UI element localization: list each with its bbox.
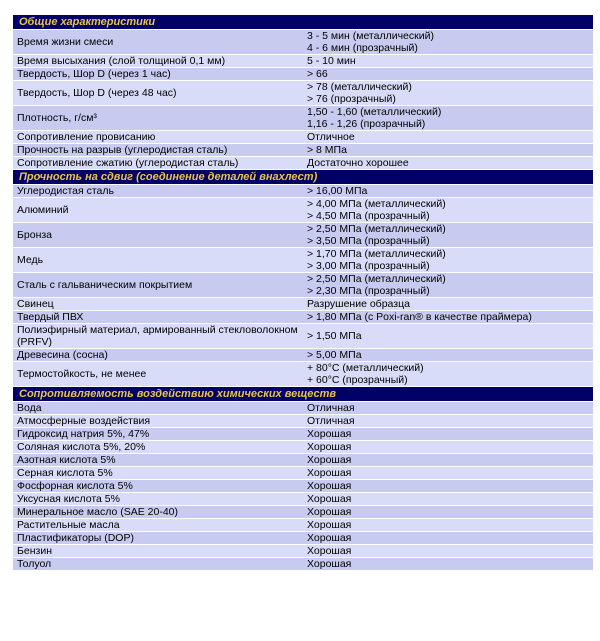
property-name: Плотность, г/см³: [13, 106, 303, 130]
property-name: Соляная кислота 5%, 20%: [13, 441, 303, 453]
property-value: [303, 415, 593, 427]
value-line: > 76 (прозрачный): [307, 93, 396, 105]
value-line: Хорошая: [307, 441, 352, 453]
property-value: [303, 68, 593, 80]
property-name: Термостойкость, не менее: [13, 362, 303, 386]
table-row: [13, 298, 593, 310]
property-name: Время высыхания (слой толщиной 0,1 мм): [13, 55, 303, 67]
value-line: Хорошая: [307, 519, 352, 531]
value-line: Хорошая: [307, 558, 352, 570]
property-value: [303, 480, 593, 492]
property-name: Азотная кислота 5%: [13, 454, 303, 466]
value-line: Разрушение образца: [307, 298, 410, 310]
table-row: [13, 480, 593, 492]
property-name: Сопротивление сжатию (углеродистая сталь): [13, 157, 303, 169]
spec-table-body: [13, 15, 593, 570]
property-name: Бронза: [13, 223, 303, 247]
property-name: Твердость, Шор D (через 48 час): [13, 81, 303, 105]
value-line: Достаточно хорошее: [307, 157, 409, 169]
table-row: [13, 30, 593, 54]
property-value: [303, 506, 593, 518]
table-row: [13, 558, 593, 570]
table-row: [13, 493, 593, 505]
section-header: [13, 170, 593, 184]
table-row: [13, 467, 593, 479]
property-name: Медь: [13, 248, 303, 272]
value-line: > 78 (металлический): [307, 81, 412, 93]
property-value: [303, 311, 593, 323]
value-line: > 2,50 МПа (металлический): [307, 223, 446, 235]
property-value: [303, 362, 593, 386]
value-line: > 2,30 МПа (прозрачный): [307, 285, 430, 297]
table-row: [13, 198, 593, 222]
value-line: > 2,50 МПа (металлический): [307, 273, 446, 285]
property-name: Прочность на разрыв (углеродистая сталь): [13, 144, 303, 156]
value-line: > 4,00 МПа (металлический): [307, 198, 446, 210]
section-header: [13, 387, 593, 401]
property-name: Пластификаторы (DOP): [13, 532, 303, 544]
property-value: [303, 558, 593, 570]
property-value: [303, 30, 593, 54]
table-row: [13, 157, 593, 169]
value-line: Хорошая: [307, 454, 352, 466]
table-row: [13, 441, 593, 453]
property-name: Твердость, Шор D (через 1 час): [13, 68, 303, 80]
value-line: Отличное: [307, 131, 355, 143]
property-name: Гидроксид натрия 5%, 47%: [13, 428, 303, 440]
table-row: [13, 131, 593, 143]
property-value: [303, 185, 593, 197]
value-line: > 3,00 МПа (прозрачный): [307, 260, 430, 272]
value-line: Хорошая: [307, 480, 352, 492]
table-row: [13, 415, 593, 427]
table-row: [13, 532, 593, 544]
property-name: Древесина (сосна): [13, 349, 303, 361]
table-row: [13, 185, 593, 197]
property-name: Вода: [13, 402, 303, 414]
property-value: [303, 223, 593, 247]
property-name: Сопротивление провисанию: [13, 131, 303, 143]
value-line: 5 - 10 мин: [307, 55, 356, 67]
property-name: Полиэфирный материал, армированный стекловолокном (PRFV): [13, 324, 303, 348]
value-line: > 8 МПа: [307, 144, 347, 156]
property-name: Время жизни смеси: [13, 30, 303, 54]
value-line: Хорошая: [307, 506, 352, 518]
property-name: Твердый ПВХ: [13, 311, 303, 323]
property-name: Толуол: [13, 558, 303, 570]
property-name: Серная кислота 5%: [13, 467, 303, 479]
property-value: [303, 131, 593, 143]
property-value: [303, 532, 593, 544]
table-row: [13, 106, 593, 130]
section-title: Прочность на сдвиг (соединение деталей внахлест): [13, 170, 593, 184]
property-value: [303, 198, 593, 222]
property-value: [303, 467, 593, 479]
value-line: Хорошая: [307, 545, 352, 557]
section-title: Сопротивляемость воздействию химических веществ: [13, 387, 593, 401]
section-header: [13, 15, 593, 29]
property-value: [303, 545, 593, 557]
property-name: Бензин: [13, 545, 303, 557]
section-title: Общие характеристики: [13, 15, 593, 29]
property-value: [303, 298, 593, 310]
property-value: [303, 454, 593, 466]
property-value: [303, 519, 593, 531]
property-value: [303, 106, 593, 130]
property-value: [303, 273, 593, 297]
property-value: [303, 402, 593, 414]
value-line: Хорошая: [307, 493, 352, 505]
table-row: [13, 273, 593, 297]
property-name: Алюминий: [13, 198, 303, 222]
value-line: 1,16 - 1,26 (прозрачный): [307, 118, 426, 130]
property-value: [303, 55, 593, 67]
property-value: [303, 428, 593, 440]
property-name: Уксусная кислота 5%: [13, 493, 303, 505]
value-line: 3 - 5 мин (металлический): [307, 30, 434, 42]
value-line: > 16,00 МПа: [307, 185, 368, 197]
value-line: 1,50 - 1,60 (металлический): [307, 106, 442, 118]
property-name: Сталь с гальваническим покрытием: [13, 273, 303, 297]
property-name: Атмосферные воздействия: [13, 415, 303, 427]
value-line: > 1,70 МПа (металлический): [307, 248, 446, 260]
property-name: Углеродистая сталь: [13, 185, 303, 197]
table-row: [13, 144, 593, 156]
property-value: [303, 157, 593, 169]
value-line: > 3,50 МПа (прозрачный): [307, 235, 430, 247]
table-row: [13, 311, 593, 323]
value-line: Отличная: [307, 415, 355, 427]
value-line: > 4,50 МПа (прозрачный): [307, 210, 430, 222]
table-row: [13, 324, 593, 348]
value-line: > 5,00 МПа: [307, 349, 362, 361]
property-name: Свинец: [13, 298, 303, 310]
property-name: Фосфорная кислота 5%: [13, 480, 303, 492]
property-value: [303, 81, 593, 105]
property-name: Минеральное масло (SAE 20-40): [13, 506, 303, 518]
table-row: [13, 55, 593, 67]
value-line: Хорошая: [307, 428, 352, 440]
table-row: [13, 506, 593, 518]
property-value: [303, 349, 593, 361]
property-value: [303, 324, 593, 348]
table-row: [13, 519, 593, 531]
table-row: [13, 349, 593, 361]
spec-table-container: [13, 14, 593, 571]
table-row: [13, 68, 593, 80]
table-row: [13, 428, 593, 440]
property-name: Растительные масла: [13, 519, 303, 531]
table-row: [13, 223, 593, 247]
value-line: Хорошая: [307, 467, 352, 479]
table-row: [13, 248, 593, 272]
property-value: [303, 248, 593, 272]
value-line: + 60°C (прозрачный): [307, 374, 408, 386]
value-line: > 66: [307, 68, 328, 80]
table-row: [13, 454, 593, 466]
property-value: [303, 441, 593, 453]
value-line: + 80°C (металлический): [307, 362, 424, 374]
table-row: [13, 402, 593, 414]
table-row: [13, 81, 593, 105]
value-line: > 1,80 МПа (с Poxi-ran® в качестве праймера): [307, 311, 532, 323]
spec-table: [13, 14, 593, 571]
property-value: [303, 493, 593, 505]
value-line: Хорошая: [307, 532, 352, 544]
value-line: Отличная: [307, 402, 355, 414]
property-value: [303, 144, 593, 156]
value-line: > 1,50 МПа: [307, 330, 362, 342]
table-row: [13, 545, 593, 557]
table-row: [13, 362, 593, 386]
value-line: 4 - 6 мин (прозрачный): [307, 42, 418, 54]
